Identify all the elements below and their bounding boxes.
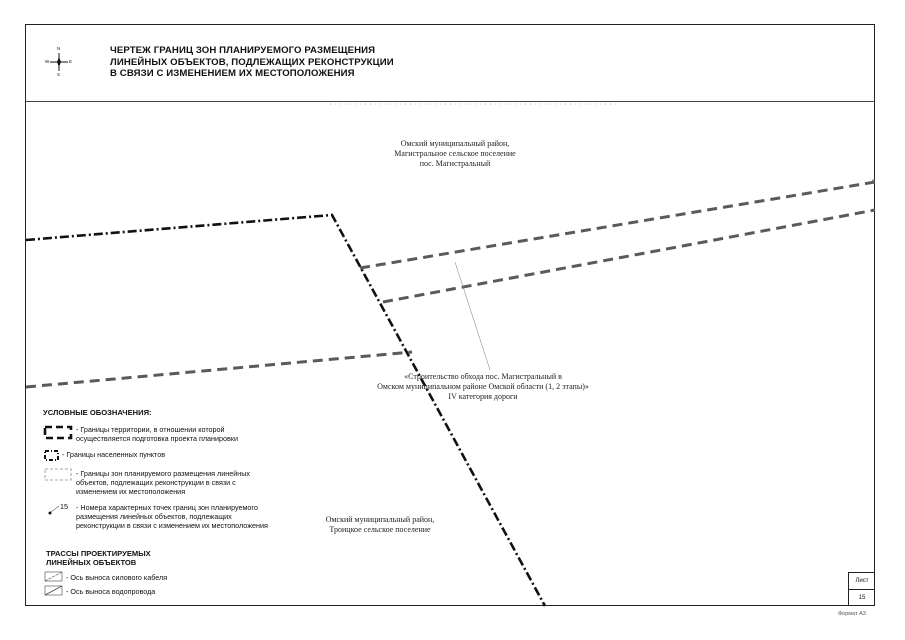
label-north-line-2: Магистральное сельское поселение [394, 149, 516, 158]
label-south-line-2: Троицкое сельское поселение [329, 525, 431, 534]
legend-item-point: - Номера характерных точек границ зон планируемого размещения линейных объектов, подлежащих реконструкции в связи с изменением их местоположения [76, 503, 268, 530]
label-road-object [365, 372, 601, 402]
title-line-2: ЛИНЕЙНЫХ ОБЪЕКТОВ, ПОДЛЕЖАЩИХ РЕКОНСТРУКЦИИ [110, 56, 394, 68]
legend-symbol-zone [45, 469, 71, 480]
sheet-stamp [848, 572, 875, 606]
legend-heading-2-line-2: ЛИНЕЙНЫХ ОБЪЕКТОВ [46, 558, 137, 567]
legend-symbol-territory [45, 427, 71, 438]
format-note: Формат А3 [838, 611, 866, 617]
label-road-line-3: IV категория дороги [448, 392, 518, 401]
legend-item-water: - Ось выноса водопровода [66, 587, 156, 596]
legend-heading: УСЛОВНЫЕ ОБОЗНАЧЕНИЯ: [43, 408, 152, 417]
legend-symbol-cable [45, 572, 62, 581]
legend-item-point-number: 15 [60, 502, 68, 511]
compass-e: E [69, 59, 73, 64]
zone-boundary-lower [26, 352, 412, 387]
legend-item-zone: - Границы зон планируемого размещения линейных объектов, подлежащих реконструкции в связи с изменением их местоположения [76, 469, 250, 496]
legend-item-territory: - Границы территории, в отношении которой осуществляется подготовка проекта планировки [76, 425, 238, 443]
label-south-line-1: Омский муниципальный район, [325, 515, 435, 524]
label-south-area [315, 515, 445, 535]
legend-item-cable: - Ось выноса силового кабеля [66, 573, 168, 582]
legend-heading-2-line-1: ТРАССЫ ПРОЕКТИРУЕМЫХ [46, 549, 151, 558]
label-north-line-1: Омский муниципальный район, [400, 139, 510, 148]
title-line-1: ЧЕРТЕЖ ГРАНИЦ ЗОН ПЛАНИРУЕМОГО РАЗМЕЩЕНИЯ [110, 45, 376, 56]
legend-symbol-settlement [45, 451, 58, 460]
label-road-line-2: Омском муниципальном районе Омской области (1, 2 этапы)» [377, 382, 589, 391]
sheet-label: Лист [849, 573, 875, 590]
title-line-3: В СВЯЗИ С ИЗМЕНЕНИЕМ ИХ МЕСТОПОЛОЖЕНИЯ [110, 68, 355, 79]
sheet-number: 15 [858, 595, 866, 601]
legend-item-settlement: - Границы населенных пунктов [62, 450, 166, 459]
legend [43, 408, 273, 596]
compass-s: S [57, 72, 61, 77]
legend-symbol-point-leader [51, 506, 59, 512]
label-road-line-1: «Строительство обхода пос. Магистральный в [404, 372, 562, 381]
compass-w: W [45, 59, 50, 64]
compass-n: N [57, 46, 61, 51]
label-north-area [390, 139, 520, 169]
road-label-leader [455, 262, 490, 370]
label-north-line-3: пос. Магистральный [419, 159, 491, 168]
legend-symbol-water [45, 586, 62, 595]
